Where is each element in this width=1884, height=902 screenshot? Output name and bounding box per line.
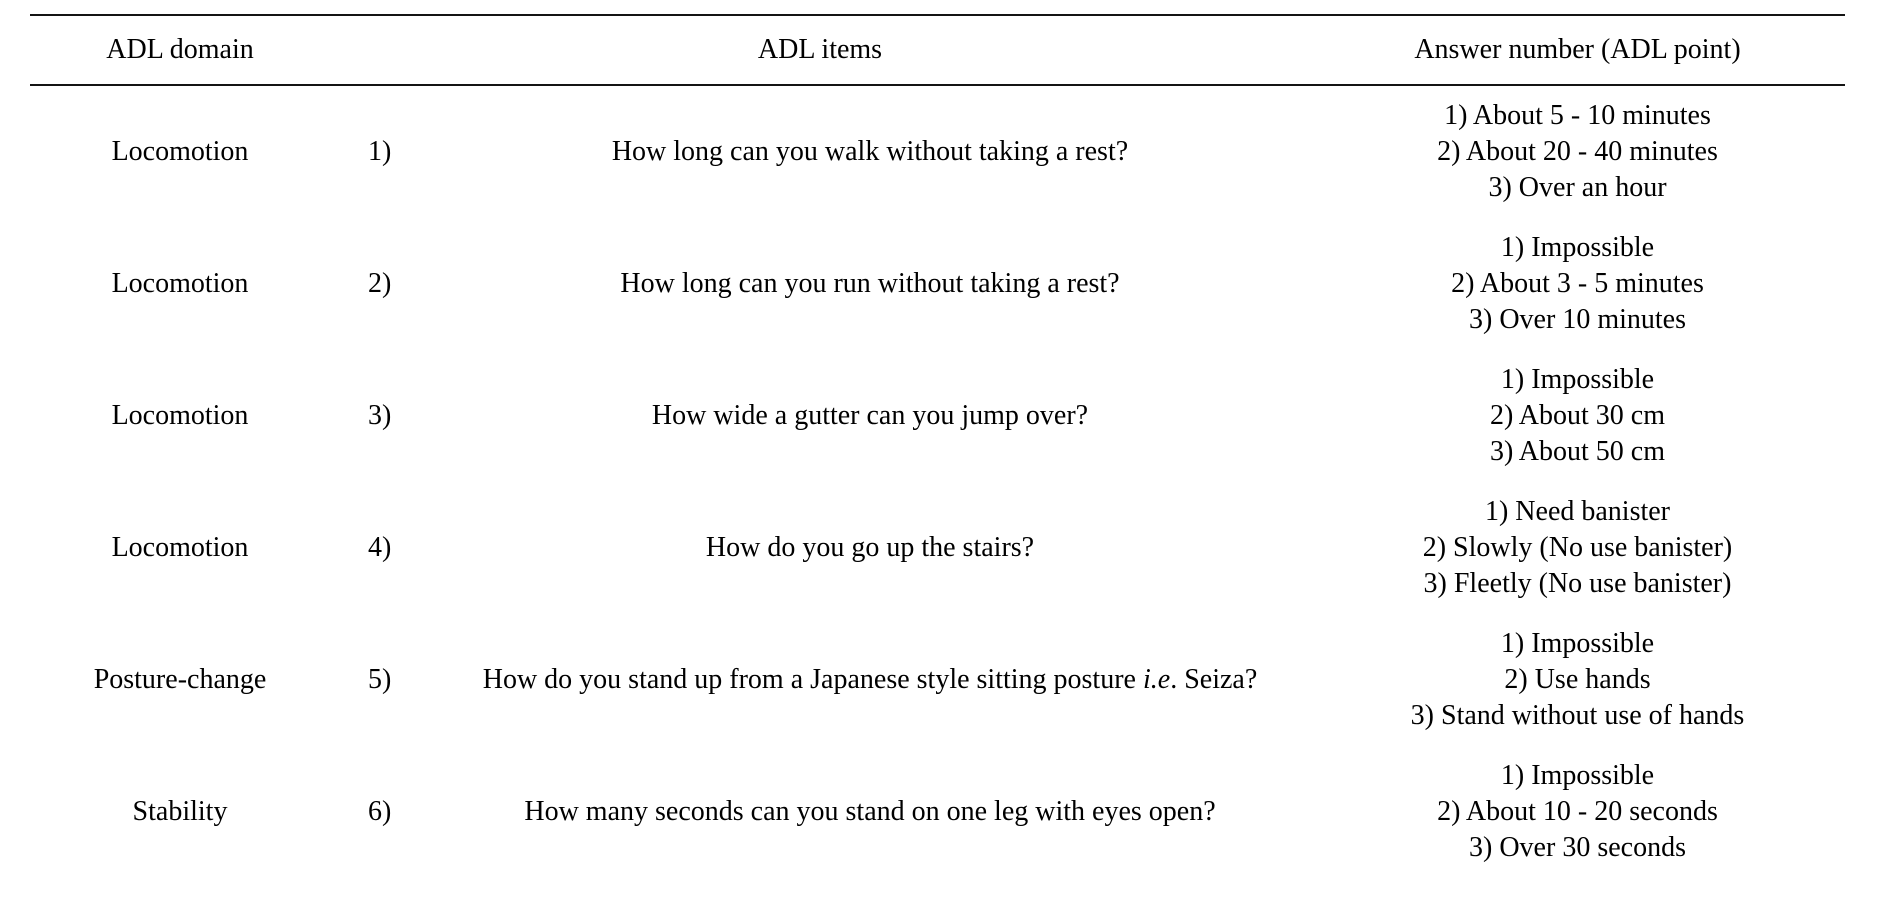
header-answer-number: Answer number (ADL point) — [1414, 34, 1741, 65]
question-cell — [430, 268, 1310, 300]
question-text: How wide a gutter can you jump over? — [651, 400, 1089, 431]
answers-cell — [1310, 362, 1845, 470]
table-row — [30, 614, 1845, 746]
answer-option: 3) Over 30 seconds — [1469, 832, 1686, 863]
question-cell — [430, 532, 1310, 564]
question-text: How do you go up the stairs? — [705, 532, 1035, 563]
answer-option: 3) Fleetly (No use banister) — [1423, 568, 1732, 599]
answer-option: 2) About 3 - 5 minutes — [1451, 268, 1704, 299]
answer-option: 3) Over an hour — [1488, 172, 1667, 203]
question-text: How long can you walk without taking a rest? — [611, 136, 1129, 167]
item-number-cell: 4) — [368, 532, 392, 563]
item-number-cell: 2) — [368, 268, 392, 299]
header-adl-domain: ADL domain — [106, 34, 254, 65]
domain-cell: Locomotion — [111, 532, 249, 563]
question-text-after: . Seiza? — [1170, 664, 1258, 695]
answers-cell — [1310, 626, 1845, 734]
answer-option: 1) Impossible — [1500, 232, 1655, 263]
item-number-cell: 1) — [368, 136, 392, 167]
question-italic: i.e — [1142, 664, 1171, 695]
answer-option: 2) About 10 - 20 seconds — [1437, 796, 1718, 827]
domain-cell: Stability — [132, 796, 228, 827]
domain-cell: Posture-change — [93, 664, 267, 695]
answer-option: 2) Slowly (No use banister) — [1422, 532, 1733, 563]
answers-cell — [1310, 230, 1845, 338]
answers-cell — [1310, 494, 1845, 602]
table-row — [30, 350, 1845, 482]
answer-option: 2) About 20 - 40 minutes — [1437, 136, 1718, 167]
question-cell — [430, 400, 1310, 432]
question-text: How many seconds can you stand on one leg with eyes open? — [524, 796, 1216, 827]
table-row — [30, 482, 1845, 614]
answer-option: 3) Stand without use of hands — [1410, 700, 1745, 731]
item-number-cell: 3) — [368, 400, 392, 431]
answer-option: 2) Use hands — [1504, 664, 1651, 695]
question-cell — [430, 796, 1310, 828]
question-text: How do you stand up from a Japanese style sitting posture — [482, 664, 1143, 695]
answer-option: 3) Over 10 minutes — [1469, 304, 1686, 335]
question-cell — [430, 664, 1310, 696]
domain-cell: Locomotion — [111, 136, 249, 167]
question-cell — [430, 136, 1310, 168]
answer-option: 1) Impossible — [1500, 364, 1655, 395]
answer-option: 1) Impossible — [1500, 628, 1655, 659]
table-row — [30, 86, 1845, 218]
answers-cell — [1310, 98, 1845, 206]
answer-option: 3) About 50 cm — [1490, 436, 1665, 467]
domain-cell: Locomotion — [111, 268, 249, 299]
item-number-cell: 6) — [368, 796, 392, 827]
table-row — [30, 746, 1845, 878]
item-number-cell: 5) — [368, 664, 392, 695]
table-header-row — [30, 16, 1845, 84]
answer-option: 1) Impossible — [1500, 760, 1655, 791]
domain-cell: Locomotion — [111, 400, 249, 431]
table-row — [30, 218, 1845, 350]
adl-questionnaire-table — [30, 0, 1845, 878]
answer-option: 1) About 5 - 10 minutes — [1444, 100, 1711, 131]
answer-option: 1) Need banister — [1484, 496, 1671, 527]
question-text: How long can you run without taking a rest? — [620, 268, 1120, 299]
header-adl-items: ADL items — [757, 34, 883, 65]
answers-cell — [1310, 758, 1845, 866]
answer-option: 2) About 30 cm — [1490, 400, 1665, 431]
